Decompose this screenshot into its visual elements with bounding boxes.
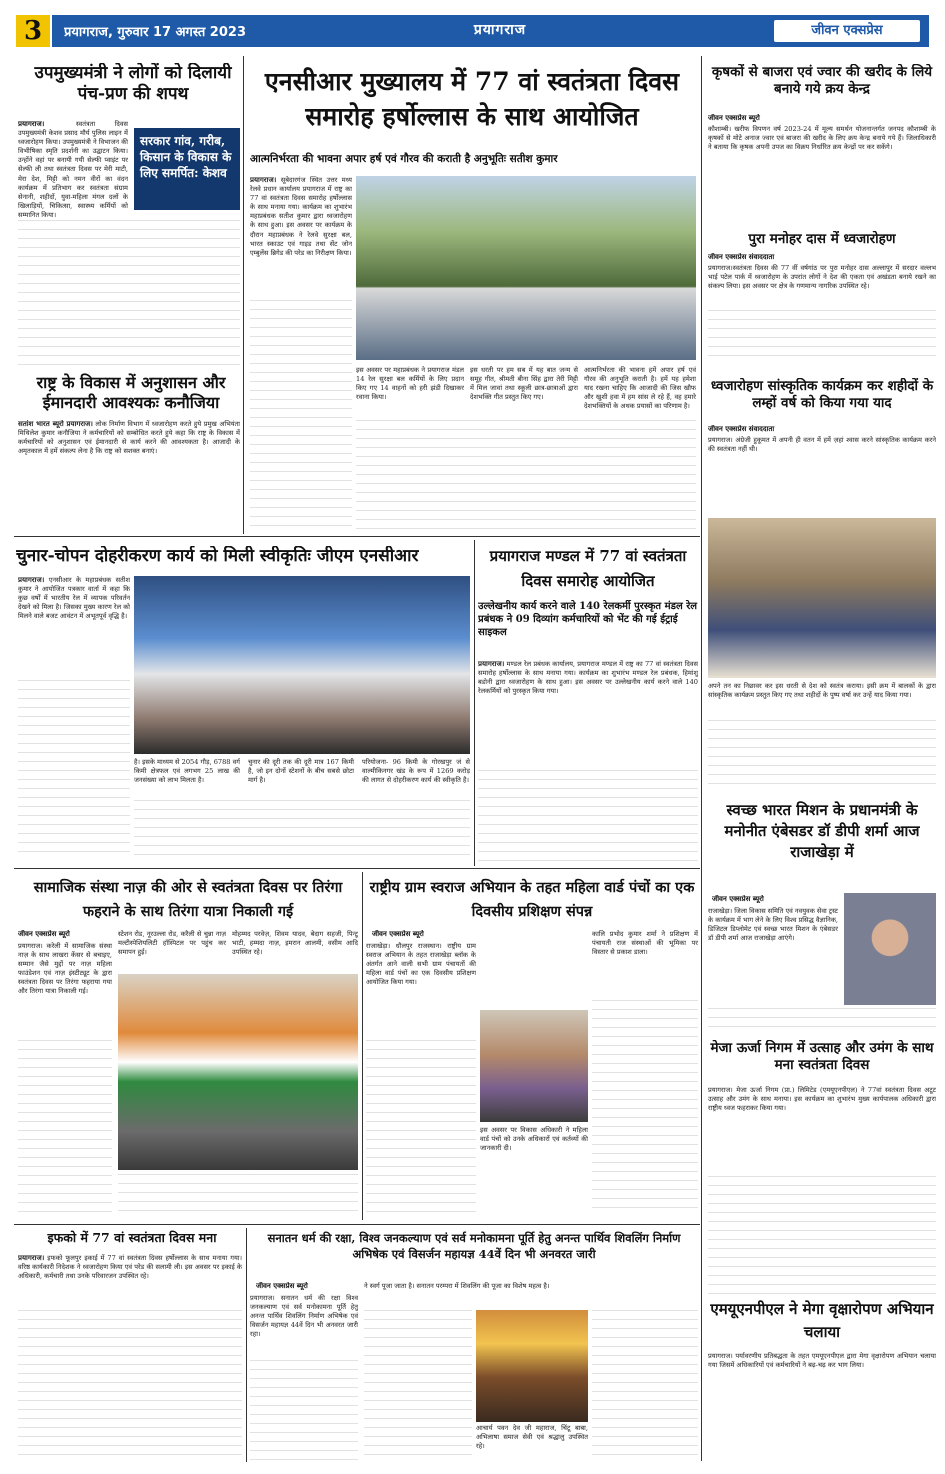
dh-title: ध्वजारोहण सांस्कृतिक कार्यक्रम कर शहीदों के लम्हों वर्ष को किया गया याद [710, 378, 934, 411]
pd-subtitle: उल्लेखनीय कार्य करने वाले 140 रेलकर्मी पुरस्कृत मंडल रेल प्रबंधक ने 09 दिव्यांग कर्मचारियों को भेंट की गई ईट्राई साइकल [478, 601, 698, 638]
page-number: 3 [16, 15, 50, 47]
s1-title: उपमुख्यमंत्री ने लोगों को दिलायी पंच-प्रण की शपथ [34, 63, 232, 105]
kb-body: कौशाम्बी। खरीफ विपणन वर्ष 2023-24 में मूल्य समर्थन योजनान्तर्गत जनपद कौशाम्बी के कृषकों से मोटे अनाज ज्वार एवं बाजरा की खरीद के लिए क्रय केन्द्र बनाये गये हैं। जिलाधिकारी ने बताया कि कृषक अपनी उपज का विक्रय निर्धारित क्रय केन्द्रों पर कर सकेंगे। [708, 125, 936, 152]
rg-body2: इस अवसर पर विकास अधिकारी ने महिला वार्ड पंचों को उनके अधिकारों एवं कर्तव्यों की जानकारी दी। [480, 1126, 588, 1153]
lead-title: एनसीआर मुख्यालय में 77 वां स्वतंत्रता दिवस समारोह हर्षोल्लास के साथ आयोजित [264, 67, 680, 131]
s2-byline: सतांश भारत ब्यूरो प्रयागराज। [18, 420, 93, 428]
cc-byline: प्रयागराज। [18, 576, 45, 584]
if-byline: प्रयागराज। [18, 1254, 45, 1262]
rg-byline: जीवन एक्सप्रेस ब्यूरो [372, 930, 424, 938]
dh-byline: जीवन एक्सप्रेस संवाददाता [708, 425, 775, 433]
tn-body: प्रयागराज। करेली में सामाजिक संस्था नाज़ के साथ लाखरा केंसर से बचाइए, सम्मान जैसे मुद्दों पर नाज़ महिला फाउंडेशन एवं नाज़ इंस्टीट्यूट के द्वारा स्वतंत्रता दिवस पर तिरंगा फहराया गया और तिरंगा यात्रा निकाली गई। [18, 942, 112, 996]
tn-byline: जीवन एक्सप्रेस ब्यूरो [18, 930, 70, 938]
s2-body [18, 420, 240, 532]
me-title: मेजा ऊर्जा निगम में उत्साह और उमंग के साथ मना स्वतंत्रता दिवस [710, 1040, 934, 1073]
rg-title: राष्ट्रीय ग्राम स्वराज अभियान के तहत महिला वार्ड पंचों का एक दिवसीय प्रशिक्षण संपन्न [369, 879, 695, 920]
sb-byline: जीवन एक्सप्रेस ब्यूरो [712, 895, 764, 903]
sd-title: सनातन धर्म की रक्षा, विश्व जनकल्याण एवं सर्व मनोकामना पूर्ति हेतु अनन्त पार्थिव शिवलिंग निर्माण अभिषेक एवं विसर्जन महायज्ञ 44वें दिन भी अनवरत जारी [267, 1231, 681, 1261]
lead-byline: प्रयागराज। [250, 176, 277, 184]
lead-photo [356, 176, 696, 360]
sb-portrait [844, 893, 936, 1005]
s1-body: स्वतंत्रता दिवस उपमुख्यमंत्री केशव प्रसाद मौर्य पुलिस लाइन में ध्वजारोहण किया। उपमुख्यमंत्री ने विभाजन की विभीषिका स्मृति प्रदर्शनी का उद्घाटन किया। उन्होंने वहां पर बनायी गयी सेल्फी प्वाइंट पर सेल्फी ली तथा स्वतंत्रता दिवस पर मेरी माटी, मेरा देश, मिट्टी को नमन वीरों का वंदन कार्यक्रम में प्रतिभाग कर स्वतंत्रता संग्राम सेनानी, शहीदों, युवा-महिला मंगल दलों के खिलाड़ियों, चिकित्सा, स्वास्थ्य कर्मियों को सम्मानित किया। [18, 120, 128, 219]
pd-byline: प्रयागराज। [478, 660, 505, 668]
cc-text: एनसीआर के महाप्रबंधक सतीश कुमार ने आयोजित पत्रकार वार्ता में कहा कि कुछ वर्षों में भारतीय रेल में व्यापक परिवर्तन देखने को मिला है। जिसका मुख्य कारण रेल को मिलने वाले बजट आवंटन में अभूतपूर्व वृद्धि है। [18, 576, 130, 621]
dateline: प्रयागराज, गुरुवार 17 अगस्त 2023 [64, 25, 246, 40]
rg-photo [480, 1010, 588, 1122]
lead-body1: सूबेदारगंज स्थित उत्तर मध्य रेलवे प्रधान कार्यालय प्रयागराज में राष्ट्र का 77 वां स्वतंत्रता दिवस समारोह हर्षोल्लास के साथ मनाया गया। कार्यक्रम का शुभारंभ महाप्रबंधक सतीश कुमार द्वारा ध्वजारोहण के साथ हुआ। इस अवसर पर कार्यक्रम के दौरान महाप्रबंधक ने रेलवे सुरक्षा बल, भारत स्काउट एवं गाइड तथा सेंट जोन एम्बुलेंस ब्रिगेड की परेड का निरीक्षण किया। [250, 176, 352, 257]
if-text: इफको फूलपुर इकाई में 77 वां स्वतंत्रता दिवस हर्षोल्लास के साथ मनाया गया। वरिष्ठ कार्यकारी निदेशक ने ध्वजारोहण किया एवं परेड की सलामी ली। इस अवसर पर इकाई के अधिकारी, कर्मचारी तथा उनके परिवारजन उपस्थित रहे। [18, 1254, 242, 1281]
dh-body2: अपने तन का निछावर कर इस धरती से देश को स्वतंत्र कराया। इसी क्रम में बालकों के द्वारा सांस्कृतिक कार्यक्रम प्रस्तुत किए गए तथा शहीदों के पुष्प वर्षा कर उन्हें याद किया गया। [708, 682, 936, 700]
cc-title: चुनार-चोपन दोहरीकरण कार्य को मिली स्वीकृतिः जीएम एनसीआर [16, 546, 419, 566]
kb-byline: जीवन एक्सप्रेस ब्यूरो [708, 114, 760, 122]
tn-photo [118, 974, 358, 1170]
tn-title: सामाजिक संस्था नाज़ की ओर से स्वतंत्रता दिवस पर तिरंगा फहराने के साथ तिरंगा यात्रा निकाली गई [33, 879, 343, 920]
brand-logo: जीवन एक्सप्रेस [772, 18, 922, 44]
sd-body: प्रयागराज। सनातन धर्म की रक्षा विश्व जनकल्याण एवं सर्व मनोकामना पूर्ति हेतु अनन्त पार्थिव शिवलिंग निर्माण अभिषेक एवं विसर्जन महायज्ञ 44वें दिन भी अनवरत जारी रहा। [250, 1294, 358, 1339]
kb-title: कृषकों से बाजरा एवं ज्वार की खरीद के लिये बनाये गये क्रय केन्द्र [711, 64, 933, 97]
tree-title: एमयूएनपीएल ने मेगा वृक्षारोपण अभियान चलाया [710, 1300, 934, 1341]
sb-title: स्वच्छ भारत मिशन के प्रधानमंत्री के मनोनीत एंबेसडर डॉ डीपी शर्मा आज राजाखेड़ा में [724, 801, 920, 861]
s1-byline: प्रयागराज। [18, 120, 45, 128]
pd-title: प्रयागराज मण्डल में 77 वां स्वतंत्रता दिवस समारोह आयोजित [489, 547, 687, 590]
sd-byline: जीवन एक्सप्रेस ब्यूरो [256, 1282, 308, 1290]
dh-photo [708, 518, 936, 678]
pm-body: प्रयागराज।स्वतंत्रता दिवस की 77 वीं वर्षगांठ पर पुरा मनोहर दास अल्लापुर में सरदार वल्लभ भाई पटेल पार्क में ध्वजारोहण के उपरांत लोगों ने देश की एकता एवं अखंडता बनाये रखने का संकल्प लिया। इस अवसर पर क्षेत्र के गणमान्य नागरिक उपस्थित रहे। [708, 264, 936, 291]
sd-photo [476, 1310, 588, 1422]
sd-body2: ने स्वर्ग पूजा जाता है। सनातन परम्परा में शिवलिंग की पूजा का विशेष महत्व है। [364, 1282, 550, 1290]
tree-body: प्रयागराज। पर्यावरणीय प्रतिबद्धता के तहत एमयूएनपीएल द्वारा मेगा वृक्षारोपण अभियान चलाया गया जिसमें अधिकारियों एवं कर्मचारियों ने बढ़-चढ़ कर भाग लिया। [708, 1352, 936, 1370]
rg-body3: कालि प्रभोद कुमार शर्मा ने प्रशिक्षण में पंचायती राज संस्थाओं की भूमिका पर विस्तार से प्रकाश डाला। [592, 930, 698, 957]
rg-body: राजाखेड़ा। धौलपुर राजस्थान। राष्ट्रीय ग्राम स्वराज अभियान के तहत राजाखेड़ा ब्लॉक के अंतर्गत आने वाली सभी ग्राम पंचायतों की महिला वार्ड पंचों का एक दिवसीय प्रशिक्षण आयोजित किया गया। [366, 942, 476, 987]
cc-body4: परियोजना- 96 किमी के गोरखपुर जं से वाल्मीकिनगर खंड के रूप में 1269 करोड़ की लागत से दोहरीकरण कार्य की स्वीकृति है। [362, 758, 470, 785]
sd-body3: आचार्य पवन देव जी महाराज, चिंटू बाबा, अभिलाषा समाज सेवी एवं श्रद्धालु उपस्थित रहे। [476, 1424, 588, 1451]
s2-title: राष्ट्र के विकास में अनुशासन और ईमानदारी आवश्यकः कनौजिया [36, 373, 226, 412]
lead-subtitle: आत्मनिर्भरता की भावना अपार हर्ष एवं गौरव की कराती है अनुभूतिः सतीश कुमार [250, 153, 558, 165]
lead-body3: इस धरती पर हम सब में यह बात जन्म से समूह गीत, श्रीमती बीना सिंह द्वारा तेरी मिट्टी में मिल जावां तथा स्कूली छात्र-छात्राओं द्वारा देशभक्ति गीत प्रस्तुत किए गए। [470, 366, 578, 402]
me-body: प्रयागराज। मेजा ऊर्जा निगम (प्रा.) लिमिटेड (एमयूएनपीएल) ने 77वां स्वतंत्रता दिवस अटूट उत्साह और उमंग के साथ मनाया। इस कार्यक्रम का शुभारंभ मुख्य कार्यपालक अधिकारी द्वारा राष्ट्रीय ध्वज फहराकर किया गया। [708, 1086, 936, 1113]
cc-photo [134, 576, 470, 754]
tn-body3: मोहम्मद परवेज़, शिवम यादव, बेदाग सहजी, पिन्टू भाटी, हम्मदा नाज़, इमरान आलमी, वसीम आदि उपस्थित रहे। [232, 930, 358, 957]
s1-callout: सरकार गांव, गरीब, किसान के विकास के लिए समर्पित: केशव [134, 128, 240, 210]
pm-title: पुरा मनोहर दास में ध्वजारोहण [748, 231, 896, 247]
sb-body: राजाखेड़ा। जिला विकास समिति एवं नवयुवक सेवा ट्रस्ट के कार्यक्रम में भाग लेने के लिए विश्व प्रसिद्ध वैज्ञानिक, डिजिटल डिप्लोमेट एवं स्वच्छ भारत मिशन के एंबेसडर डॉ डीपी शर्मा आज राजाखेड़ा आएंगे। [708, 907, 838, 943]
pd-text: मण्डल रेल प्रबंधक कार्यालय, प्रयागराज मण्डल में राष्ट्र का 77 वां स्वतंत्रता दिवस समारोह हर्षोल्लास के साथ मनाया गया। कार्यक्रम का शुभारंभ मण्डल रेल प्रबंधक, हिमांशु बडोनी द्वारा ध्वजारोहण के साथ हुआ। इस अवसर पर उल्लेखनीय कार्य करने वाले 140 रेलकर्मियों को पुरस्कृत किया गया। [478, 660, 698, 696]
lead-body2: इस अवसर पर महाप्रबंधक ने प्रयागराज मंडल 14 रेल सुरक्षा बल कर्मियों के लिए प्रदान किए गए 14 वाहनों को हरी झंडी दिखाकर रवाना किया। [356, 366, 464, 402]
cc-body3: चुनार की दूरी तक की दूरी मात्र 167 किमी है, जो इन दोनों स्टेशनों के बीच सबसे छोटा मार्ग है। [248, 758, 354, 785]
section-title: प्रयागराज [473, 22, 527, 38]
if-title: इफको में 77 वां स्वतंत्रता दिवस मना [47, 1230, 217, 1245]
pm-byline: जीवन एक्सप्रेस संवाददाता [708, 253, 775, 261]
lead-body4: आत्मनिर्भरता की भावना हमें अपार हर्ष एवं गौरव की अनुभूति कराती है। हमें यह हमेशा याद रखना चाहिए कि आजादी की जिस खौफ और खुशी हवा में हम सांस ले रहे हैं, वह हमारे देशभक्तियों के अथक प्रयासों का परिणाम है। [584, 366, 696, 411]
s2-text: लोक निर्माण विभाग में ध्वजारोहण करते हुये प्रमुख अभियंता मिथिलेश कुमार कनौजिया ने कर्मचारियों को सम्बोधित करते हुये कहा कि राष्ट्र के विकास में कर्मचारियों को अनुशासन एवं ईमानदारी से कार्य करने की आवश्यकता है। आजादी के अमृतकाल में हमें संकल्प लेना है कि राष्ट्र को सशक्त बनाएं। [18, 420, 240, 456]
dh-body: प्रयागराज। अंग्रेजी हुकूमत में अपनी ही वतन में हमें ज़हां श्वास करने सांस्कृतिक कार्यक्रम करने की स्वतंत्रता नहीं थी। [708, 436, 936, 454]
cc-body2: है। इसके माध्यम से 2054 गौड़, 6788 वर्ग किमी क्षेत्रफल एवं लगभग 25 लाख की जनसंख्या को लाभ मिलता है। [134, 758, 240, 785]
tn-body2: स्टेशन रोड, नूरउल्ला रोड, करैली से चुन्ना नाज़ मल्टीस्पेशियलिटी हॉस्पिटल पर पहुंच कर समापन हुई। [118, 930, 226, 957]
